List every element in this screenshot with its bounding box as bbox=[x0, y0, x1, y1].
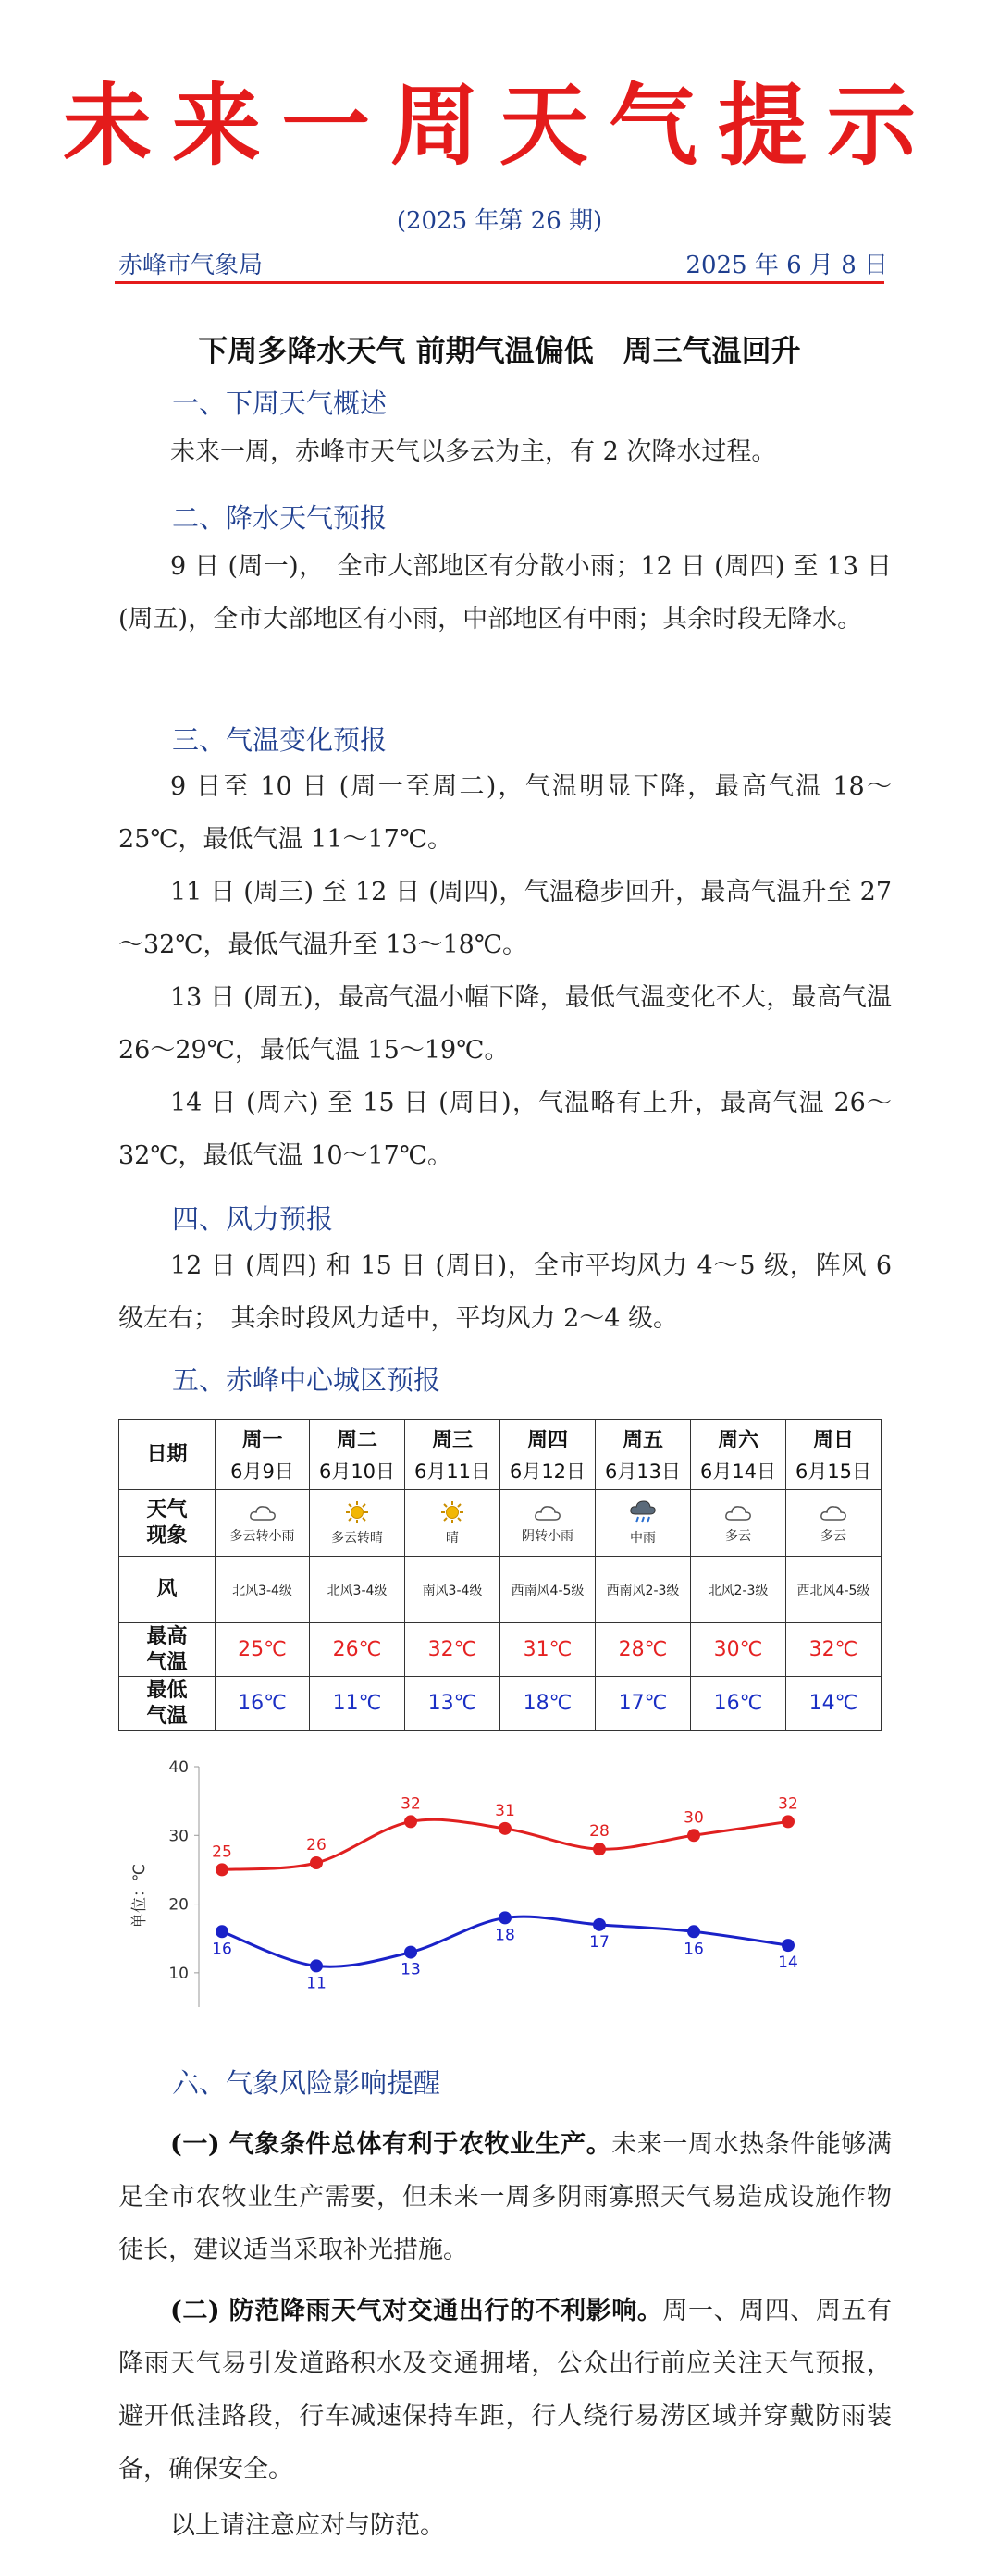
weather-text: 阴转小雨 bbox=[522, 1528, 574, 1544]
low-temp-point bbox=[499, 1911, 512, 1924]
issue-number: (2025 年第 26 期) bbox=[396, 207, 603, 235]
chart-y-tick-label: 10 bbox=[168, 1964, 189, 1983]
weather-cell bbox=[596, 1490, 691, 1557]
table-cell-day bbox=[310, 1420, 405, 1490]
weather-cell bbox=[405, 1490, 500, 1557]
low-temp-label: 16 bbox=[684, 1940, 704, 1959]
low-temp-cell: 18℃ bbox=[500, 1677, 596, 1731]
low-temp-point bbox=[216, 1925, 228, 1938]
table-cell-day bbox=[500, 1420, 596, 1490]
high-temp-label: 28 bbox=[589, 1822, 610, 1842]
weather-text: 多云 bbox=[820, 1528, 846, 1544]
low-temp-cell: 16℃ bbox=[216, 1677, 310, 1731]
weather-cell bbox=[500, 1490, 596, 1557]
high-temp-label: 32 bbox=[778, 1794, 798, 1814]
cloud-icon bbox=[534, 1502, 561, 1522]
low-temp-label: 13 bbox=[401, 1960, 421, 1979]
table-cell-day bbox=[596, 1420, 691, 1490]
temperature-chart bbox=[120, 1757, 888, 2016]
weather-text: 中雨 bbox=[630, 1530, 656, 1546]
section-title-overview: 一、下周天气概述 bbox=[172, 388, 388, 419]
low-temp-point bbox=[782, 1939, 795, 1952]
high-temp-cell: 31℃ bbox=[500, 1623, 596, 1677]
sun-icon bbox=[343, 1500, 371, 1524]
section-title-wind: 四、风力预报 bbox=[172, 1203, 334, 1235]
day-name: 周四 bbox=[526, 1428, 568, 1452]
high-temp-cell: 28℃ bbox=[596, 1623, 691, 1677]
section-title-precipitation: 二、降水天气预报 bbox=[172, 502, 388, 534]
risk-1-heading: (一) 气象条件总体有利于农牧业生产。 bbox=[170, 2130, 612, 2159]
day-date: 6月14日 bbox=[699, 1460, 777, 1483]
temperature-text-2: 11 日 (周三) 至 12 日 (周四)，气温稳步回升，最高气温升至 27～32℃，最低气温升至 13～18℃。 bbox=[118, 878, 892, 959]
table-row-wind bbox=[119, 1557, 882, 1623]
risk-2-body: 周一、周四、周五有降雨天气易引发道路积水及交通拥堵，公众出行前应关注天气预报，避开低洼路段，行车减速保持车距，行人绕行易涝区域并穿戴防雨装备，确保安全。 bbox=[118, 2297, 893, 2484]
high-temp-point bbox=[687, 1829, 700, 1842]
precipitation-text: 9 日 (周一)， 全市大部地区有分散小雨；12 日 (周四) 至 13 日 (周五)，全市大部地区有小雨，中部地区有中雨；其余时段无降水。 bbox=[118, 552, 892, 634]
chart-y-tick-label: 30 bbox=[168, 1827, 189, 1846]
cloud-icon bbox=[249, 1502, 277, 1522]
high-temp-label: 32 bbox=[401, 1794, 421, 1814]
low-temp-label: 18 bbox=[495, 1926, 515, 1945]
table-cell-day bbox=[786, 1420, 882, 1490]
day-date: 6月11日 bbox=[413, 1460, 491, 1483]
section-title-temperature: 三、气温变化预报 bbox=[172, 724, 388, 756]
wind-cell: 北风3-4级 bbox=[216, 1557, 310, 1623]
weather-text: 多云转小雨 bbox=[229, 1528, 295, 1544]
day-date: 6月15日 bbox=[795, 1460, 872, 1483]
table-cell-day bbox=[691, 1420, 786, 1490]
day-name: 周二 bbox=[336, 1428, 377, 1452]
low-temp-cell: 16℃ bbox=[691, 1677, 786, 1731]
low-temp-cell: 11℃ bbox=[310, 1677, 405, 1731]
row-label-low: 最低气温 bbox=[119, 1677, 216, 1731]
high-temp-point bbox=[499, 1822, 512, 1835]
overview-text: 未来一周，赤峰市天气以多云为主，有 2 次降水过程。 bbox=[170, 438, 777, 466]
row-label-wind: 风 bbox=[119, 1557, 216, 1623]
day-name: 周日 bbox=[812, 1428, 854, 1452]
high-temp-label: 30 bbox=[684, 1808, 704, 1828]
day-name: 周五 bbox=[622, 1428, 663, 1452]
table-row-date bbox=[119, 1420, 882, 1490]
wind-cell: 西南风4-5级 bbox=[500, 1557, 596, 1623]
day-date: 6月13日 bbox=[604, 1460, 682, 1483]
high-temp-point bbox=[310, 1856, 323, 1869]
header-divider bbox=[115, 281, 884, 284]
low-temp-label: 11 bbox=[306, 1974, 327, 1993]
weather-text: 多云转晴 bbox=[331, 1530, 383, 1546]
low-temp-point bbox=[687, 1925, 700, 1938]
high-temp-cell: 30℃ bbox=[691, 1623, 786, 1677]
section-title-risk: 六、气象风险影响提醒 bbox=[172, 2067, 441, 2099]
high-temp-point bbox=[216, 1863, 228, 1876]
wind-cell: 北风2-3级 bbox=[691, 1557, 786, 1623]
row-label-weather: 天气现象 bbox=[119, 1490, 216, 1557]
temperature-text-3: 13 日 (周五)，最高气温小幅下降，最低气温变化不大，最高气温 26～29℃，最低气温 15～19℃。 bbox=[118, 983, 892, 1065]
chart-y-tick-label: 20 bbox=[168, 1895, 189, 1915]
high-temp-cell: 26℃ bbox=[310, 1623, 405, 1677]
wind-cell: 西南风2-3级 bbox=[596, 1557, 691, 1623]
row-label-date: 日期 bbox=[119, 1420, 216, 1490]
chart-y-label: 单位：℃ bbox=[130, 1863, 149, 1929]
low-temp-point bbox=[593, 1918, 606, 1931]
risk-1-body: 未来一周水热条件能够满足全市农牧业生产需要，但未来一周多阴雨寡照天气易造成设施作物徒长，建议适当采取补光措施。 bbox=[118, 2130, 892, 2264]
low-temp-point bbox=[404, 1946, 417, 1959]
cloud-icon bbox=[724, 1502, 752, 1522]
low-temp-point bbox=[310, 1959, 323, 1972]
row-label-high: 最高气温 bbox=[119, 1623, 216, 1677]
wind-cell: 北风3-4级 bbox=[310, 1557, 405, 1623]
day-name: 周一 bbox=[241, 1428, 283, 1452]
chart-y-tick-label: 40 bbox=[168, 1758, 189, 1777]
low-temp-label: 14 bbox=[778, 1954, 798, 1973]
low-temp-cell: 13℃ bbox=[405, 1677, 500, 1731]
wind-cell: 西北风4-5级 bbox=[786, 1557, 882, 1623]
high-temp-cell: 32℃ bbox=[405, 1623, 500, 1677]
closing-text: 以上请注意应对与防范。 bbox=[170, 2511, 445, 2540]
weather-cell bbox=[786, 1490, 882, 1557]
temperature-text-1: 9 日至 10 日 (周一至周二)，气温明显下降，最高气温 18～25℃，最低气温 11～17℃。 bbox=[118, 772, 892, 854]
section-title-city-forecast: 五、赤峰中心城区预报 bbox=[172, 1364, 441, 1396]
risk-text-1 bbox=[118, 2118, 892, 2276]
weather-cell bbox=[310, 1490, 405, 1557]
wind-cell: 南风3-4级 bbox=[405, 1557, 500, 1623]
issue-date: 2025 年 6 月 8 日 bbox=[685, 252, 888, 279]
table-row-high bbox=[119, 1623, 882, 1677]
rain-cloud-icon bbox=[629, 1500, 657, 1524]
high-temp-label: 31 bbox=[495, 1801, 515, 1820]
weather-text: 晴 bbox=[446, 1530, 459, 1546]
weather-cell bbox=[216, 1490, 310, 1557]
low-temp-cell: 17℃ bbox=[596, 1677, 691, 1731]
table-cell-day bbox=[216, 1420, 310, 1490]
high-temp-cell: 25℃ bbox=[216, 1623, 310, 1677]
headline: 下周多降水天气 前期气温偏低 周三气温回升 bbox=[198, 333, 801, 368]
day-name: 周三 bbox=[431, 1428, 473, 1452]
risk-text-2 bbox=[118, 2285, 892, 2496]
weather-cell bbox=[691, 1490, 786, 1557]
low-temp-label: 16 bbox=[212, 1940, 232, 1959]
city-forecast-table bbox=[118, 1419, 882, 1731]
high-temp-label: 25 bbox=[212, 1843, 232, 1862]
temperature-text-4: 14 日 (周六) 至 15 日 (周日)，气温略有上升，最高气温 26～32℃，最低气温 10～17℃。 bbox=[118, 1089, 892, 1170]
issuing-organization: 赤峰市气象局 bbox=[118, 252, 264, 279]
day-date: 6月9日 bbox=[230, 1460, 294, 1483]
high-temp-point bbox=[593, 1843, 606, 1855]
sun-icon bbox=[438, 1500, 466, 1524]
wind-text: 12 日 (周四) 和 15 日 (周日)，全市平均风力 4～5 级，阵风 6 级左右； 其余时段风力适中，平均风力 2～4 级。 bbox=[118, 1251, 892, 1333]
high-temp-label: 26 bbox=[306, 1836, 327, 1855]
cloud-icon bbox=[820, 1502, 847, 1522]
high-temp-point bbox=[404, 1815, 417, 1828]
table-row-low bbox=[119, 1677, 882, 1731]
day-name: 周六 bbox=[717, 1428, 758, 1452]
low-temp-label: 17 bbox=[589, 1932, 610, 1952]
table-row-weather bbox=[119, 1490, 882, 1557]
high-temp-point bbox=[782, 1815, 795, 1828]
risk-2-heading: (二) 防范降雨天气对交通出行的不利影响。 bbox=[170, 2297, 663, 2325]
high-temp-cell: 32℃ bbox=[786, 1623, 882, 1677]
table-cell-day bbox=[405, 1420, 500, 1490]
weather-text: 多云 bbox=[725, 1528, 751, 1544]
day-date: 6月10日 bbox=[318, 1460, 396, 1483]
day-date: 6月12日 bbox=[509, 1460, 586, 1483]
masthead-title: 未来一周天气提示 bbox=[63, 73, 936, 178]
low-temp-cell: 14℃ bbox=[786, 1677, 882, 1731]
